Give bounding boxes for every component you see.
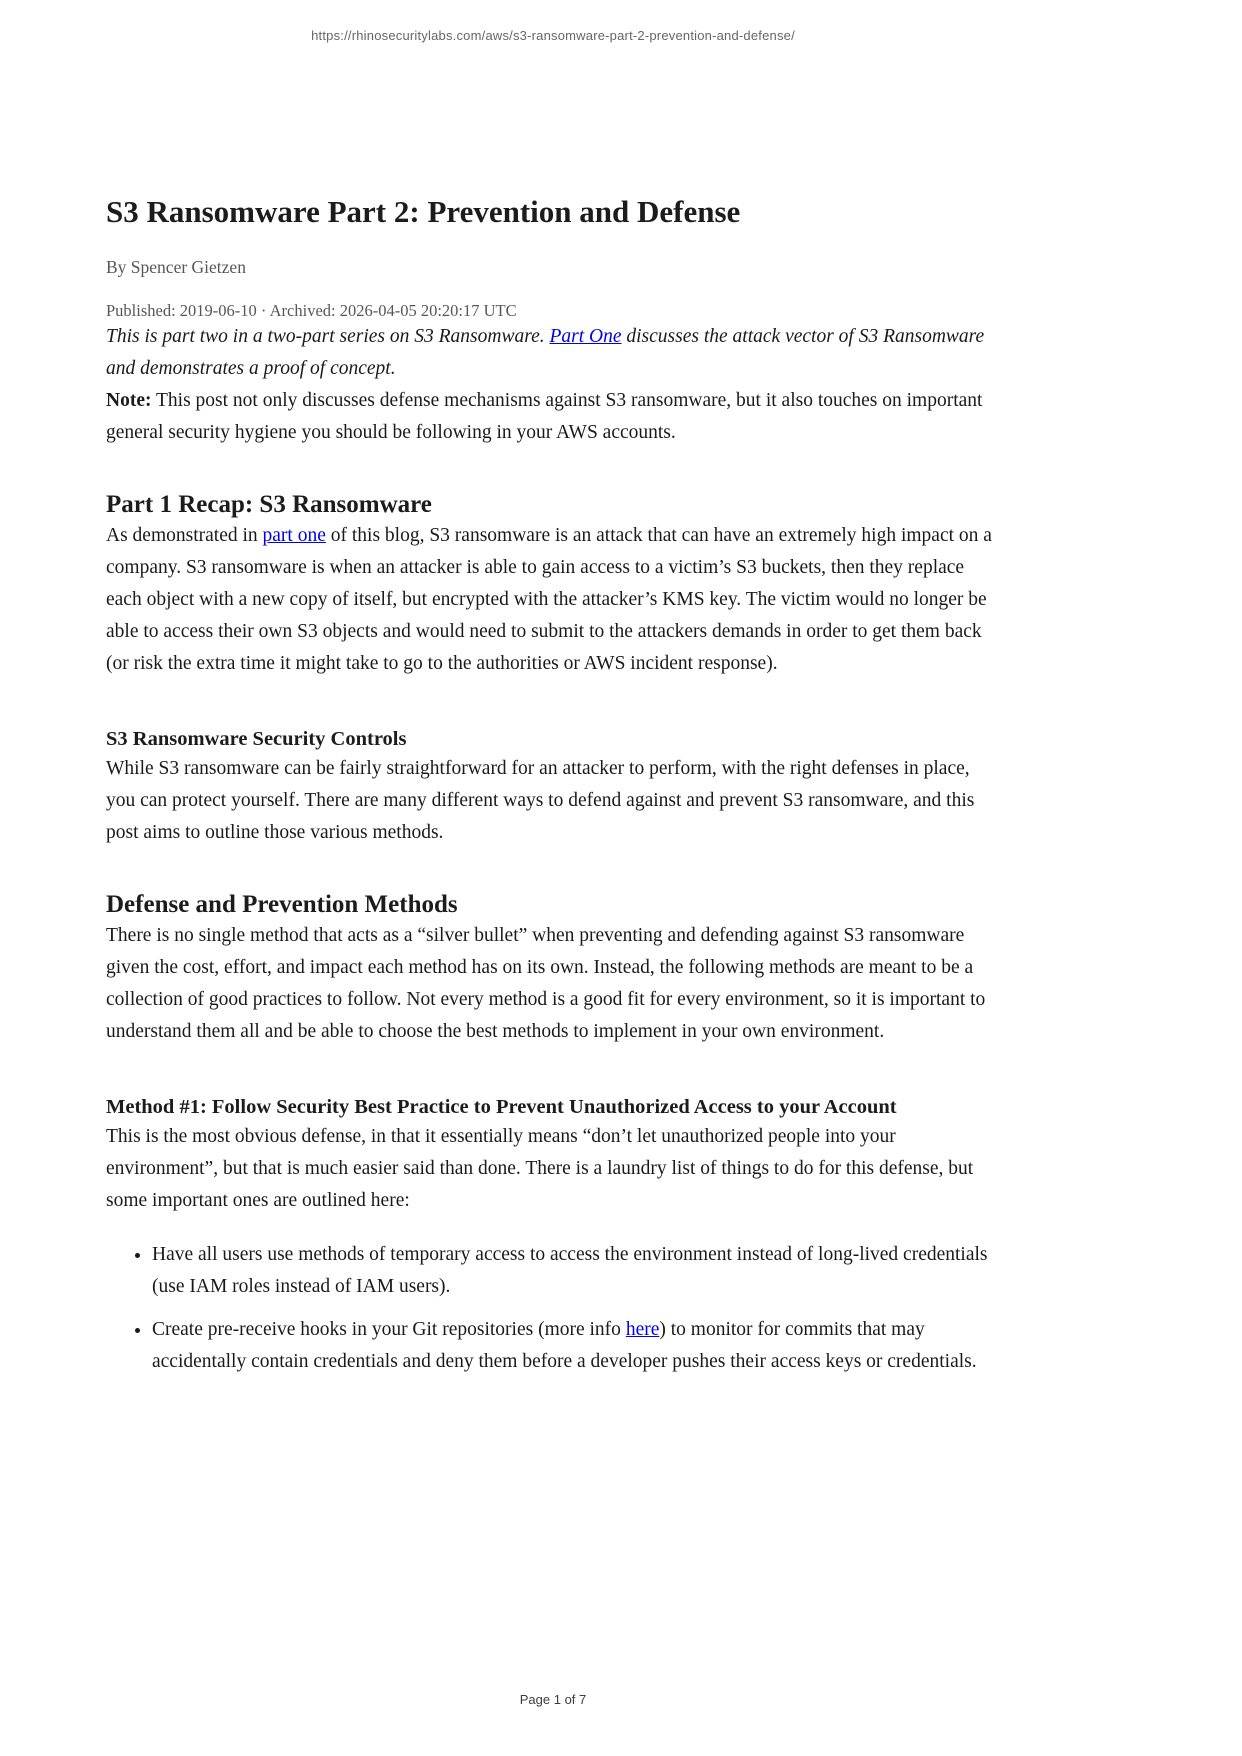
bullet2-text-after: ) to monitor for commits that may accidentally contain credentials and deny them before a developer pushes their access keys or credentials.: [152, 1318, 977, 1372]
intro-paragraph: [106, 321, 1000, 385]
print-footer-page-number: Page 1 of 7: [519, 1692, 587, 1707]
part-one-inline-link[interactable]: part one: [262, 525, 326, 547]
list-item: [152, 1314, 1000, 1378]
here-link[interactable]: here: [625, 1318, 660, 1340]
controls-sub-heading: S3 Ransomware Security Controls: [106, 728, 407, 751]
page-container: [106, 0, 1000, 1378]
note-paragraph: [106, 385, 1000, 449]
method1-sub-heading: Method #1: Follow Security Best Practice to Prevent Unauthorized Access to your Account: [106, 1096, 897, 1119]
controls-paragraph: While S3 ransomware can be fairly straightforward for an attacker to perform, with the right defenses in place, you can protect yourself. There are many different ways to defend against and prevent S3 ransomware, and this post aims to outline those various methods.: [106, 758, 975, 844]
defense-paragraph: There is no single method that acts as a “silver bullet” when preventing and defending against S3 ransomware given the cost, effort, and impact each method has on its own. Instead, the following methods are meant to be a collection of good practices to follow. Not every method is a good fit for every environment, so it is important to understand them all and be able to choose the best methods to implement in your own environment.: [106, 925, 986, 1043]
part-one-link[interactable]: Part One: [549, 326, 622, 348]
article-meta-dates: Published: 2019-06-10 · Archived: 2026-04-05 20:20:17 UTC: [106, 301, 517, 321]
recap-section-heading: Part 1 Recap: S3 Ransomware: [106, 491, 432, 519]
method1-paragraph: This is the most obvious defense, in that it essentially means “don’t let unauthorized people into your environment”, but that is much easier said than done. There is a laundry list of things to do for this defense, but some important ones are outlined here:: [106, 1125, 974, 1211]
bullet2-text-before: Create pre-receive hooks in your Git repositories (more info: [152, 1318, 626, 1340]
article-byline: By Spencer Gietzen: [106, 257, 246, 278]
print-header-url: https://rhinosecuritylabs.com/aws/s3-ransomware-part-2-prevention-and-defense/: [311, 28, 795, 43]
note-label: Note:: [106, 390, 152, 412]
recap-paragraph: [106, 520, 1000, 680]
intro-text-after: discusses the attack vector of S3 Ransomware and demonstrates a proof of concept.: [106, 326, 985, 380]
method1-bullet-list: [106, 1239, 1000, 1378]
intro-text-before: This is part two in a two-part series on S3 Ransomware.: [106, 326, 550, 348]
article-title: S3 Ransomware Part 2: Prevention and Defense: [106, 194, 741, 229]
defense-section-heading: Defense and Prevention Methods: [106, 891, 458, 919]
note-text: This post not only discusses defense mechanisms against S3 ransomware, but it also touches on important general security hygiene you should be following in your AWS accounts.: [106, 390, 983, 444]
list-item: • Have all users use methods of temporary access to access the environment instead of long-lived credentials (use IAM roles instead of IAM users).: [152, 1239, 1000, 1303]
recap-text-before: As demonstrated in: [106, 525, 263, 547]
recap-text-after: of this blog, S3 ransomware is an attack that can have an extremely high impact on a company. S3 ransomware is when an attacker is able to gain access to a victim’s S3 buckets, then they replace each object with a new copy of itself, but encrypted with the attacker’s KMS key. The victim would no longer be able to access their own S3 objects and would need to submit to the attackers demands in order to get them back (or risk the extra time it might take to go to the authorities or AWS incident response).: [106, 525, 992, 675]
